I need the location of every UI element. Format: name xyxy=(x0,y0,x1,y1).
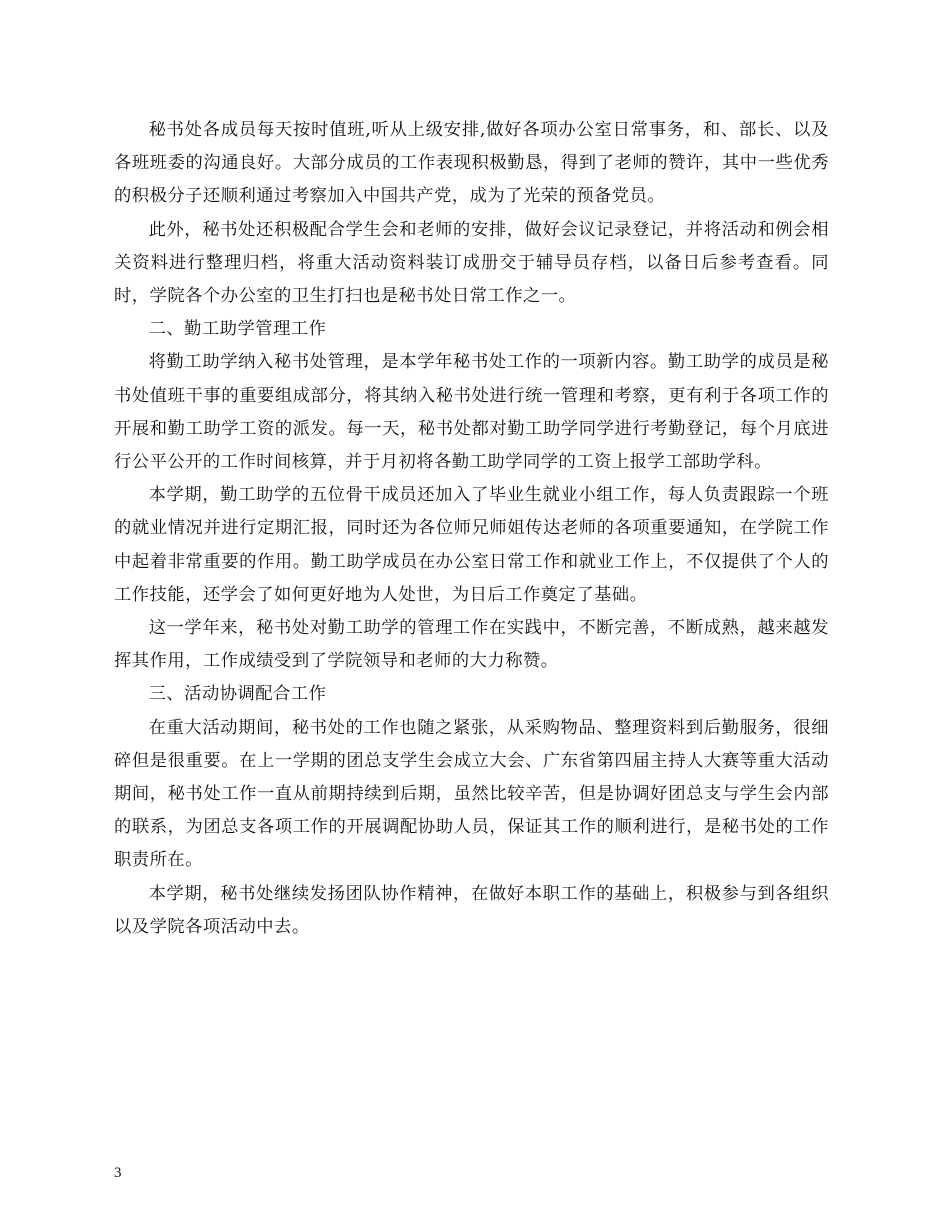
paragraph-meeting-records: 此外，秘书处还积极配合学生会和老师的安排，做好会议记录登记，并将活动和例会相关资料进行整理归档，将重大活动资料装订成册交于辅导员存档，以备日后参考查看。同时，学院各个办公室的卫生打扫也是秘书处日常工作之一。 xyxy=(114,219,829,307)
paragraph-work-study-summary: 这一学年来，秘书处对勤工助学的管理工作在实践中，不断完善，不断成熟，越来越发挥其作用，工作成绩受到了学院领导和老师的大力称赞。 xyxy=(114,618,829,672)
document-body xyxy=(114,114,829,944)
section-heading-work-study: 二、勤工助学管理工作 xyxy=(148,319,327,340)
paragraph-work-study-employment: 本学期，勤工助学的五位骨干成员还加入了毕业生就业小组工作，每人负责跟踪一个班的就业情况并进行定期汇报，同时还为各位师兄师姐传达老师的各项重要通知，在学院工作中起着非常重要的作用。勤工助学成员在办公室日常工作和就业工作上，不仅提供了个人的工作技能，还学会了如何更好地为人处世，为日后工作奠定了基础。 xyxy=(114,485,829,605)
page-number: 3 xyxy=(114,1165,122,1181)
paragraph-work-study-management: 将勤工助学纳入秘书处管理，是本学年秘书处工作的一项新内容。勤工助学的成员是秘书处值班干事的重要组成部分，将其纳入秘书处进行统一管理和考察，更有利于各项工作的开展和勤工助学工资的派发。每一天，秘书处都对勤工助学同学进行考勤登记，每个月底进行公平公开的工作时间核算，并于月初将各勤工助学同学的工资上报学工部助学科。 xyxy=(114,352,829,473)
paragraph-secretariat-duties: 秘书处各成员每天按时值班,听从上级安排,做好各项办公室日常事务，和、部长、以及各班班委的沟通良好。大部分成员的工作表现积极勤恳，得到了老师的赞许，其中一些优秀的积极分子还顺利通过考察加入中国共产党，成为了光荣的预备党员。 xyxy=(114,120,829,207)
section-heading-activity-coordination: 三、活动协调配合工作 xyxy=(148,684,327,705)
paragraph-team-spirit: 本学期，秘书处继续发扬团队协作精神，在做好本职工作的基础上，积极参与到各组织以及学院各项活动中去。 xyxy=(114,883,829,937)
paragraph-major-events: 在重大活动期间，秘书处的工作也随之紧张，从采购物品、整理资料到后勤服务，很细碎但是很重要。在上一学期的团总支学生会成立大会、广东省第四届主持人大赛等重大活动期间，秘书处工作一直从前期持续到后期，虽然比较辛苦，但是协调好团总支与学生会内部的联系，为团总支各项工作的开展调配协助人员，保证其工作的顺利进行，是秘书处的工作职责所在。 xyxy=(114,717,829,871)
